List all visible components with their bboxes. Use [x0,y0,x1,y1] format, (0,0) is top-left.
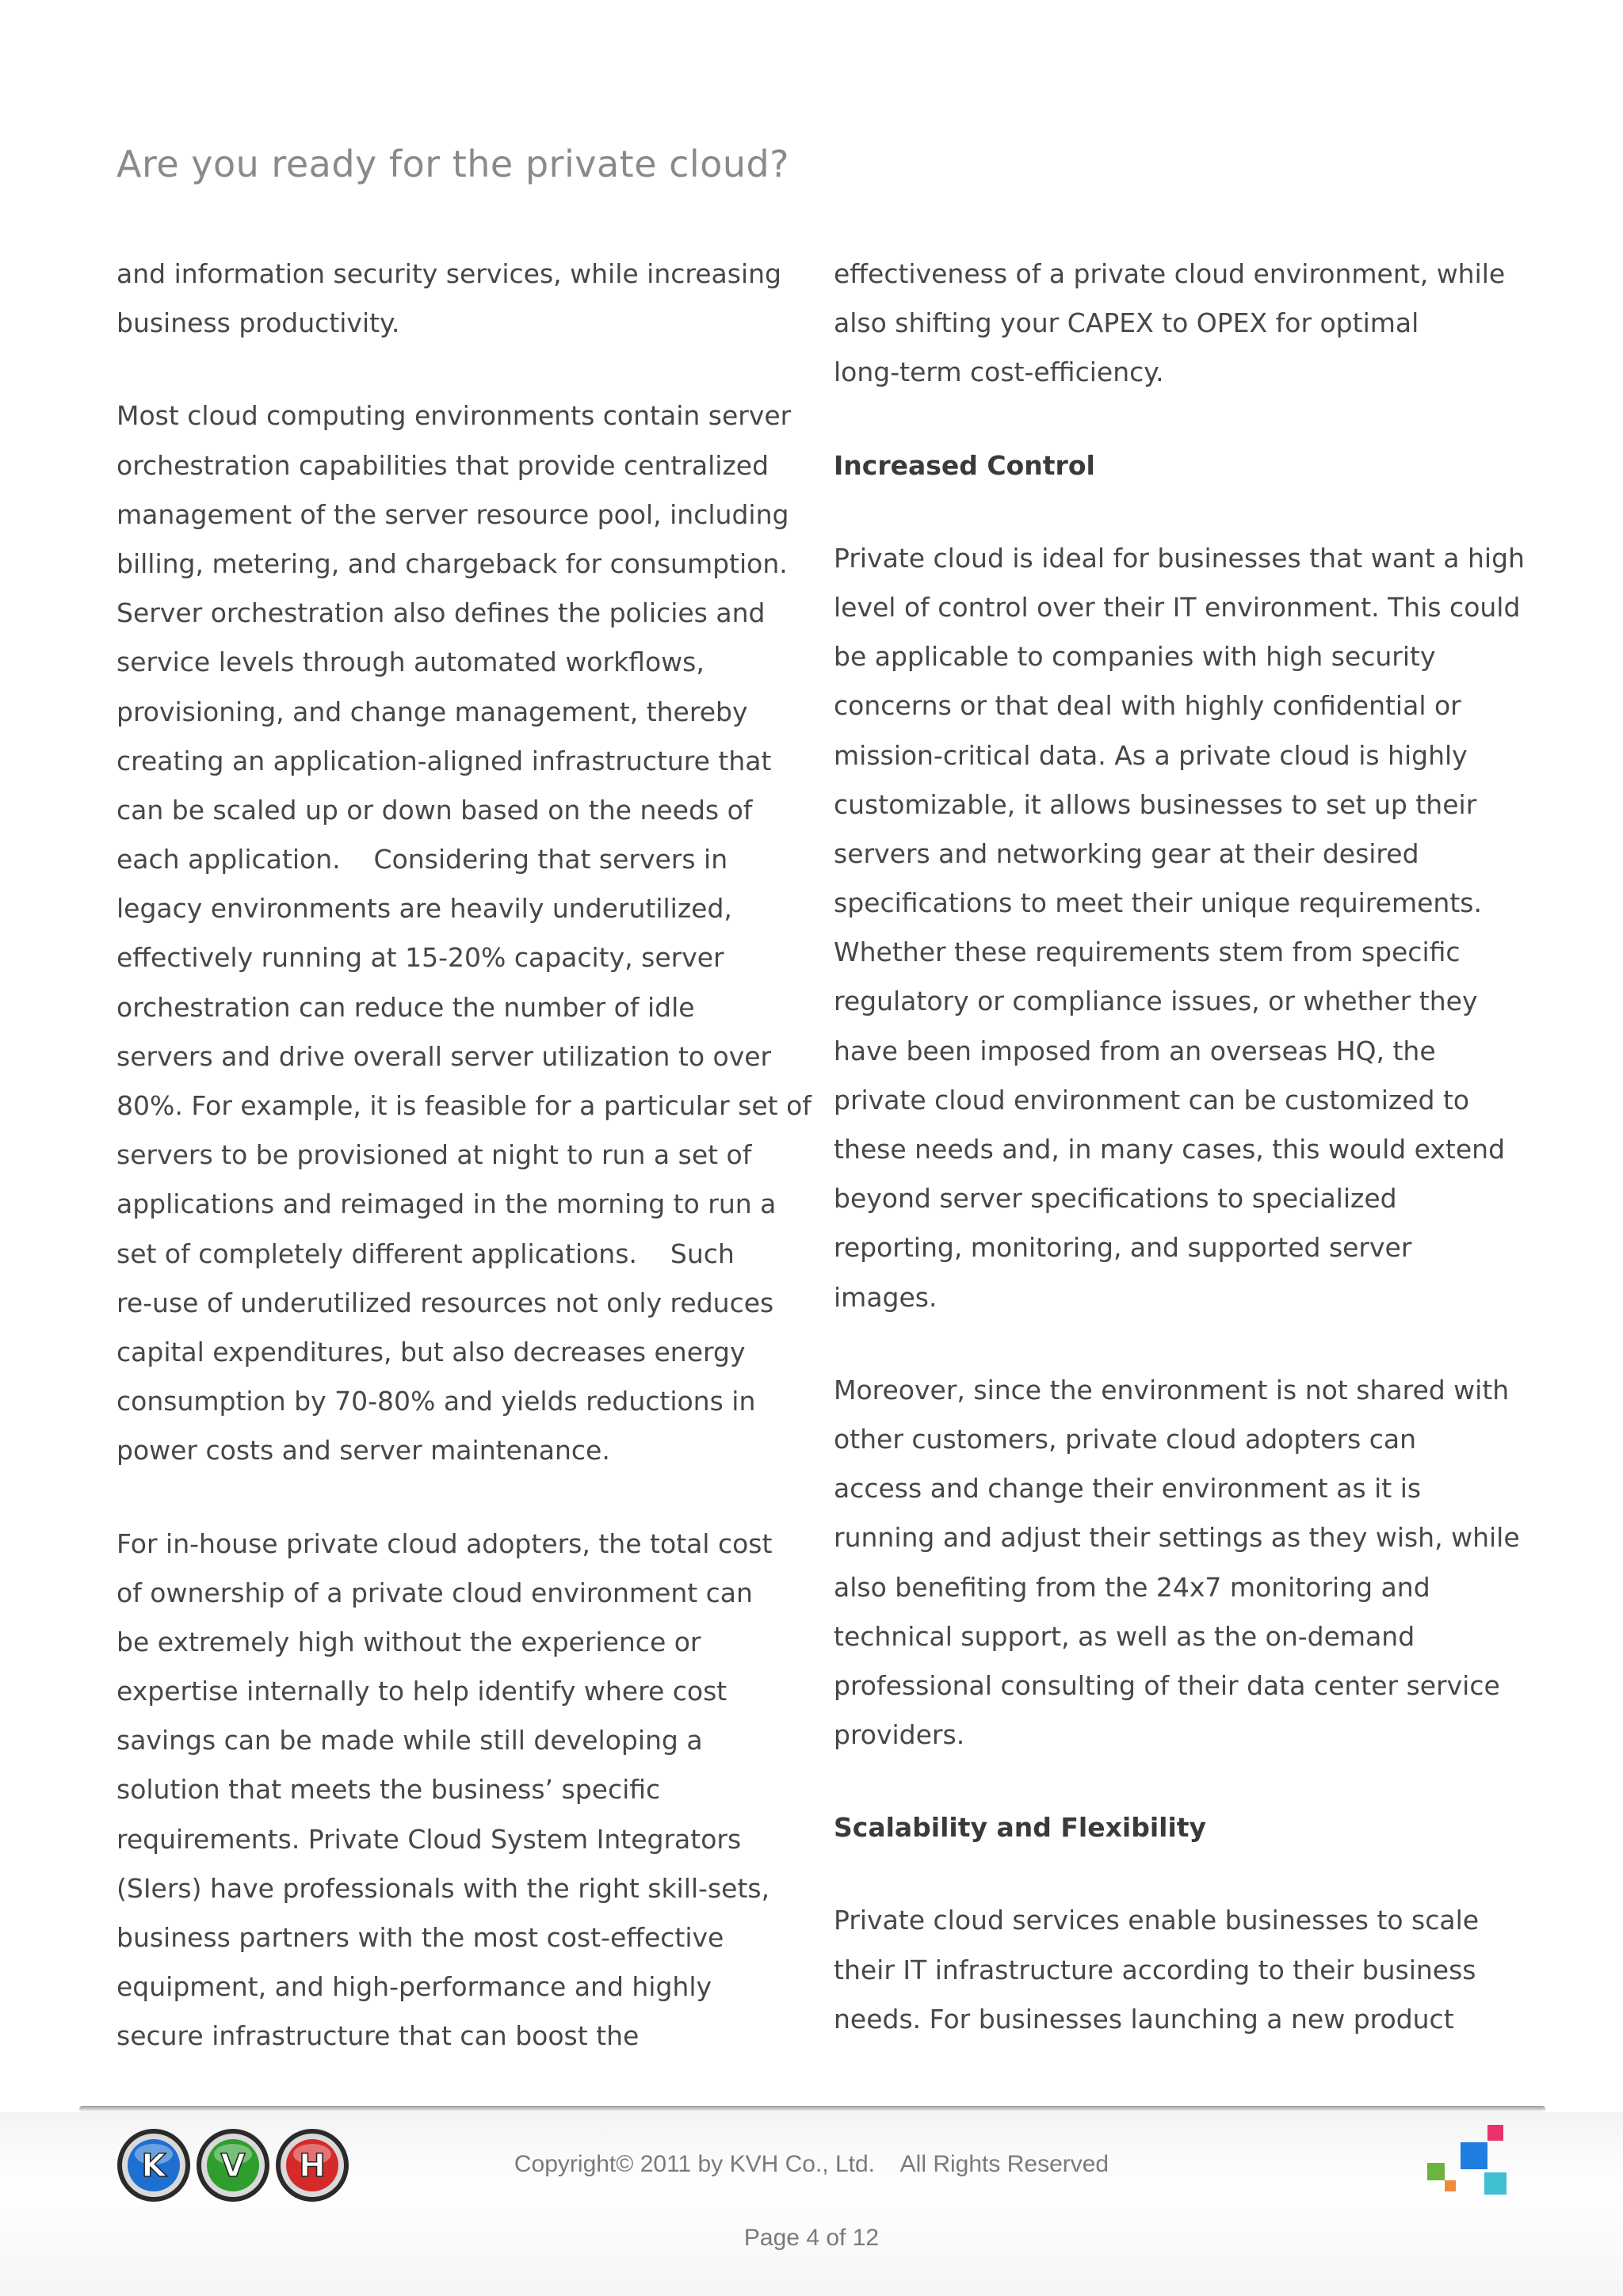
body-text-line: have been imposed from an overseas HQ, the [834,1035,1436,1066]
body-text-line: orchestration can reduce the number of idle [116,991,695,1023]
body-text-line: each application. Considering that servers in [116,844,728,875]
body-text-line: access and change their environment as it is [834,1473,1422,1505]
body-text-line: For in-house private cloud adopters, the total cost [116,1527,773,1559]
body-text-line: Private cloud services enable businesses to scale [834,1905,1480,1936]
body-text-line: equipment, and high-performance and highly [116,1971,712,2003]
paragraph-gap [834,490,1531,534]
body-text-line: provisioning, and change management, thereby [116,696,748,727]
body-text-line: also benefiting from the 24x7 monitoring and [834,1571,1430,1603]
body-text-line: long-term cost-efficiency. [834,357,1164,388]
body-text-line: consumption by 70-80% and yields reductions in [116,1386,756,1417]
body-text-line: re-use of underutilized resources not only reduces [116,1287,774,1318]
body-text-line: customizable, it allows businesses to set up their [834,788,1477,820]
paragraph-gap [834,1322,1531,1366]
body-text-line: of ownership of a private cloud environment can [116,1577,753,1608]
body-text-line: needs. For businesses launching a new product [834,2003,1454,2035]
body-text-line: private cloud environment can be customized to [834,1084,1470,1116]
deco-square [1484,2172,1507,2195]
body-text-line: effectively running at 15-20% capacity, server [116,942,724,974]
body-text-line: legacy environments are heavily underutilized, [116,893,732,925]
body-text-line: specifications to meet their unique requirements. [834,887,1482,919]
body-text-line: running and adjust their settings as they wish, while [834,1522,1520,1554]
body-text-line: expertise internally to help identify where cost [116,1676,727,1707]
body-text-line: beyond server specifications to specialized [834,1183,1397,1215]
body-text-line: these needs and, in many cases, this would extend [834,1134,1506,1165]
body-text-line: servers to be provisioned at night to run a set of [116,1139,752,1171]
body-text-line: their IT infrastructure according to their business [834,1954,1476,1985]
body-text-line: reporting, monitoring, and supported server [834,1232,1412,1264]
body-text-line: also shifting your CAPEX to OPEX for optimal [834,307,1419,339]
decorative-squares-icon [1415,2122,1510,2209]
deco-square [1427,2163,1445,2180]
page-title: Are you ready for the private cloud? [116,143,790,185]
body-text-line: images. [834,1281,938,1313]
body-text-line: creating an application-aligned infrastructure that [116,745,772,776]
body-text-line: Most cloud computing environments contain server [116,400,792,432]
body-text-line: concerns or that deal with highly confidential or [834,690,1461,722]
logo-letter: K [141,2148,166,2184]
body-text-line: savings can be made while still developing a [116,1725,703,1756]
body-text-line: technical support, as well as the on-demand [834,1620,1415,1652]
body-text-line: and information security services, while increasing [116,258,782,289]
paragraph-gap [116,1476,814,1520]
body-text-line: solution that meets the business’ specific [116,1774,661,1806]
copyright-text: Copyright© 2011 by KVH Co., Ltd. All Rights Reserved [514,2151,1109,2177]
body-text-line: business partners with the most cost-effective [116,1922,724,1953]
body-text-line: set of completely different applications. Such [116,1238,735,1269]
body-text-line: Moreover, since the environment is not shared with [834,1374,1510,1405]
body-text-line: regulatory or compliance issues, or whether they [834,986,1478,1017]
deco-square [1445,2180,1456,2191]
paragraph-gap [834,398,1531,441]
left-column [116,250,814,2061]
body-text-line: business productivity. [116,307,400,339]
body-text-line: level of control over their IT environment. This could [834,591,1521,623]
deco-square [1461,2142,1487,2169]
body-text-line: service levels through automated workflows, [116,646,705,678]
section-heading: Scalability and Flexibility [834,1812,1207,1844]
body-text-line: capital expenditures, but also decreases energy [116,1336,746,1367]
paragraph-gap [116,348,814,391]
body-text-line: providers. [834,1719,965,1751]
footer-divider [79,2106,1545,2112]
body-text-line: servers and networking gear at their desired [834,837,1419,869]
body-text-line: requirements. Private Cloud System Integrators [116,1823,742,1855]
paragraph-gap [834,1852,1531,1896]
body-text-line: servers and drive overall server utilization to over [116,1040,772,1072]
body-text-line: effectiveness of a private cloud environment, while [834,258,1506,289]
body-text-line: 80%. For example, it is feasible for a particular set of [116,1090,812,1121]
body-text-line: Private cloud is ideal for businesses that want a high [834,542,1525,574]
logo-letter: H [299,2148,326,2184]
body-text-line: Whether these requirements stem from specific [834,936,1461,968]
section-heading: Increased Control [834,449,1095,481]
body-text-line: management of the server resource pool, including [116,498,789,530]
body-text-line: orchestration capabilities that provide centralized [116,449,769,481]
deco-square [1487,2125,1503,2141]
body-text-line: Server orchestration also defines the policies and [116,597,766,629]
body-text-line: applications and reimaged in the morning to run a [116,1188,777,1220]
page-number: Page 4 of 12 [743,2225,880,2251]
paragraph-gap [834,1760,1531,1803]
right-column [834,250,1531,2044]
body-text-line: professional consulting of their data center service [834,1669,1500,1701]
body-text-line: can be scaled up or down based on the needs of [116,794,753,826]
body-text-line: be applicable to companies with high security [834,641,1436,673]
body-text-line: mission-critical data. As a private cloud is highly [834,739,1468,771]
body-text-line: power costs and server maintenance. [116,1435,610,1466]
body-text-line: be extremely high without the experience or [116,1626,701,1657]
body-text-line: secure infrastructure that can boost the [116,2020,640,2052]
body-text-line: other customers, private cloud adopters can [834,1423,1417,1455]
body-text-line: (SIers) have professionals with the right skill-sets, [116,1872,770,1904]
logo-letter: V [220,2148,246,2184]
body-text-line: billing, metering, and chargeback for consumption. [116,547,788,579]
